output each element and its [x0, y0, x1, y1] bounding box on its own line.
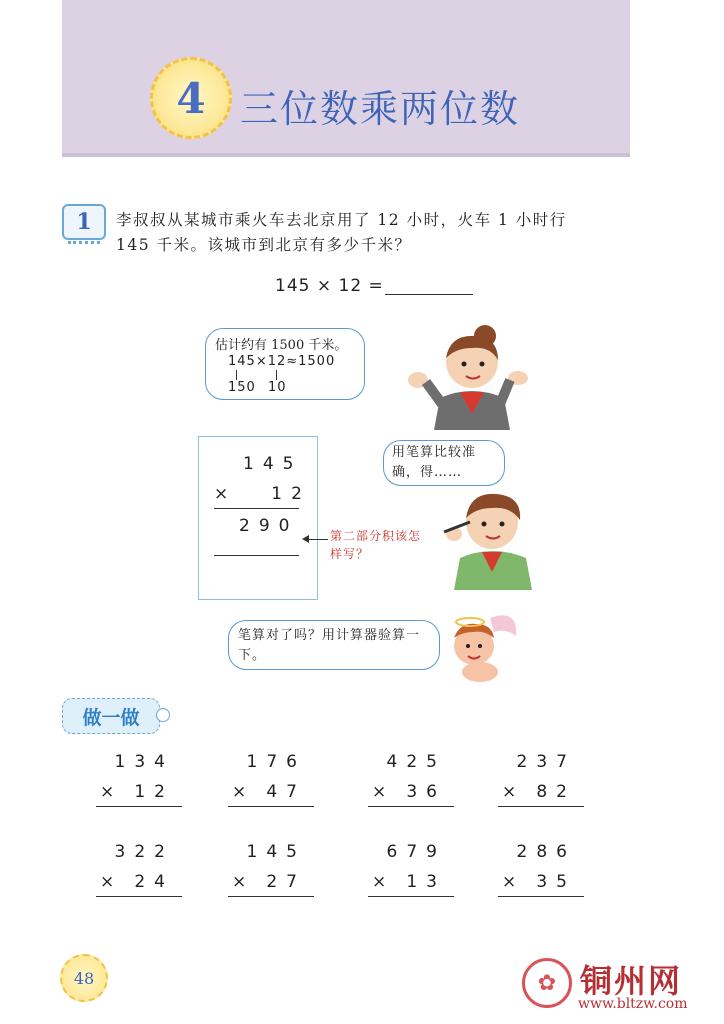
exercise-multiplier: 12: [134, 782, 174, 802]
estimate-approx-b: 10: [268, 380, 287, 395]
problem-text-line2: 145 千米。该城市到北京有多少千米？: [116, 236, 412, 254]
girl-illustration: [400, 318, 530, 430]
exercise-times-sign: ×: [232, 872, 247, 892]
exercise-answer-line[interactable]: [368, 896, 454, 897]
practice-exercise: [498, 752, 584, 812]
exercise-answer-line[interactable]: [96, 896, 182, 897]
estimate-expression: 145×12≈1500: [228, 354, 336, 369]
watermark-name: 铜州网: [580, 962, 683, 1000]
exercise-multiplier: 24: [134, 872, 174, 892]
exercise-multiplier: 27: [266, 872, 306, 892]
pen-bubble-text: 用笔算比较准确，得……: [392, 445, 477, 480]
exercise-times-sign: ×: [100, 872, 115, 892]
check-bubble-text: 笔算对了吗？用计算器验算一下。: [238, 628, 421, 663]
exercise-multiplier: 82: [536, 782, 576, 802]
exercise-answer-line[interactable]: [498, 806, 584, 807]
calc-rule: [214, 508, 299, 509]
exercise-multiplicand: 145: [246, 842, 306, 862]
hint-text: 第二部分积该怎样写？: [330, 529, 422, 561]
exercise-multiplicand: 679: [386, 842, 446, 862]
calc-times-sign: ×: [214, 484, 238, 504]
boy-illustration: [430, 486, 540, 590]
estimate-title: 估计约有 1500 千米。: [215, 338, 348, 353]
practice-exercise: [96, 752, 182, 812]
page-number: 48: [60, 954, 108, 1002]
exercise-answer-line[interactable]: [228, 896, 314, 897]
problem-number-badge: 1: [62, 204, 106, 240]
exercise-multiplicand: 176: [246, 752, 306, 772]
answer-blank[interactable]: [385, 294, 473, 295]
exercise-multiplier: 36: [406, 782, 446, 802]
practice-exercise: [368, 752, 454, 812]
problem-text: [116, 208, 636, 258]
exercise-answer-line[interactable]: [96, 806, 182, 807]
calc-answer-line[interactable]: [214, 555, 299, 556]
exercise-answer-line[interactable]: [228, 806, 314, 807]
watermark-seal-icon: ✿: [522, 958, 572, 1008]
practice-section-label: 做一做: [62, 698, 160, 734]
practice-exercise: [228, 752, 314, 812]
arrow-icon: [304, 539, 328, 540]
exercise-multiplier: 35: [536, 872, 576, 892]
exercise-multiplier: 13: [406, 872, 446, 892]
chapter-number-badge: 4: [150, 57, 232, 139]
exercise-multiplicand: 322: [114, 842, 174, 862]
chapter-title: 三位数乘两位数: [240, 87, 521, 131]
exercise-times-sign: ×: [372, 872, 387, 892]
practice-exercise: [368, 842, 454, 902]
calc-multiplicand: 145: [243, 454, 303, 474]
exercise-times-sign: ×: [502, 782, 517, 802]
practice-label-decoration: [156, 708, 170, 722]
calc-multiplier: 12: [271, 484, 311, 504]
estimate-tick: [276, 370, 277, 380]
practice-exercise: [498, 842, 584, 902]
problem-text-line1: 李叔叔从某城市乘火车去北京用了 12 小时，火车 1 小时行: [116, 211, 567, 229]
problem-equation: 145 × 12 =: [275, 276, 384, 296]
practice-exercise: [228, 842, 314, 902]
exercise-multiplicand: 286: [516, 842, 576, 862]
exercise-multiplicand: 237: [516, 752, 576, 772]
exercise-times-sign: ×: [502, 872, 517, 892]
exercise-multiplicand: 134: [114, 752, 174, 772]
exercise-multiplicand: 425: [386, 752, 446, 772]
exercise-answer-line[interactable]: [498, 896, 584, 897]
exercise-multiplier: 47: [266, 782, 306, 802]
calc-partial-product: 290: [239, 516, 299, 536]
estimate-approx-a: 150: [228, 380, 256, 395]
estimate-tick: [236, 370, 237, 380]
calc-multiplier-row: [214, 484, 311, 504]
exercise-times-sign: ×: [232, 782, 247, 802]
exercise-answer-line[interactable]: [368, 806, 454, 807]
practice-exercise: [96, 842, 182, 902]
exercise-times-sign: ×: [372, 782, 387, 802]
exercise-times-sign: ×: [100, 782, 115, 802]
angel-illustration: [440, 608, 520, 684]
watermark-url: www.bltzw.com: [578, 996, 688, 1012]
